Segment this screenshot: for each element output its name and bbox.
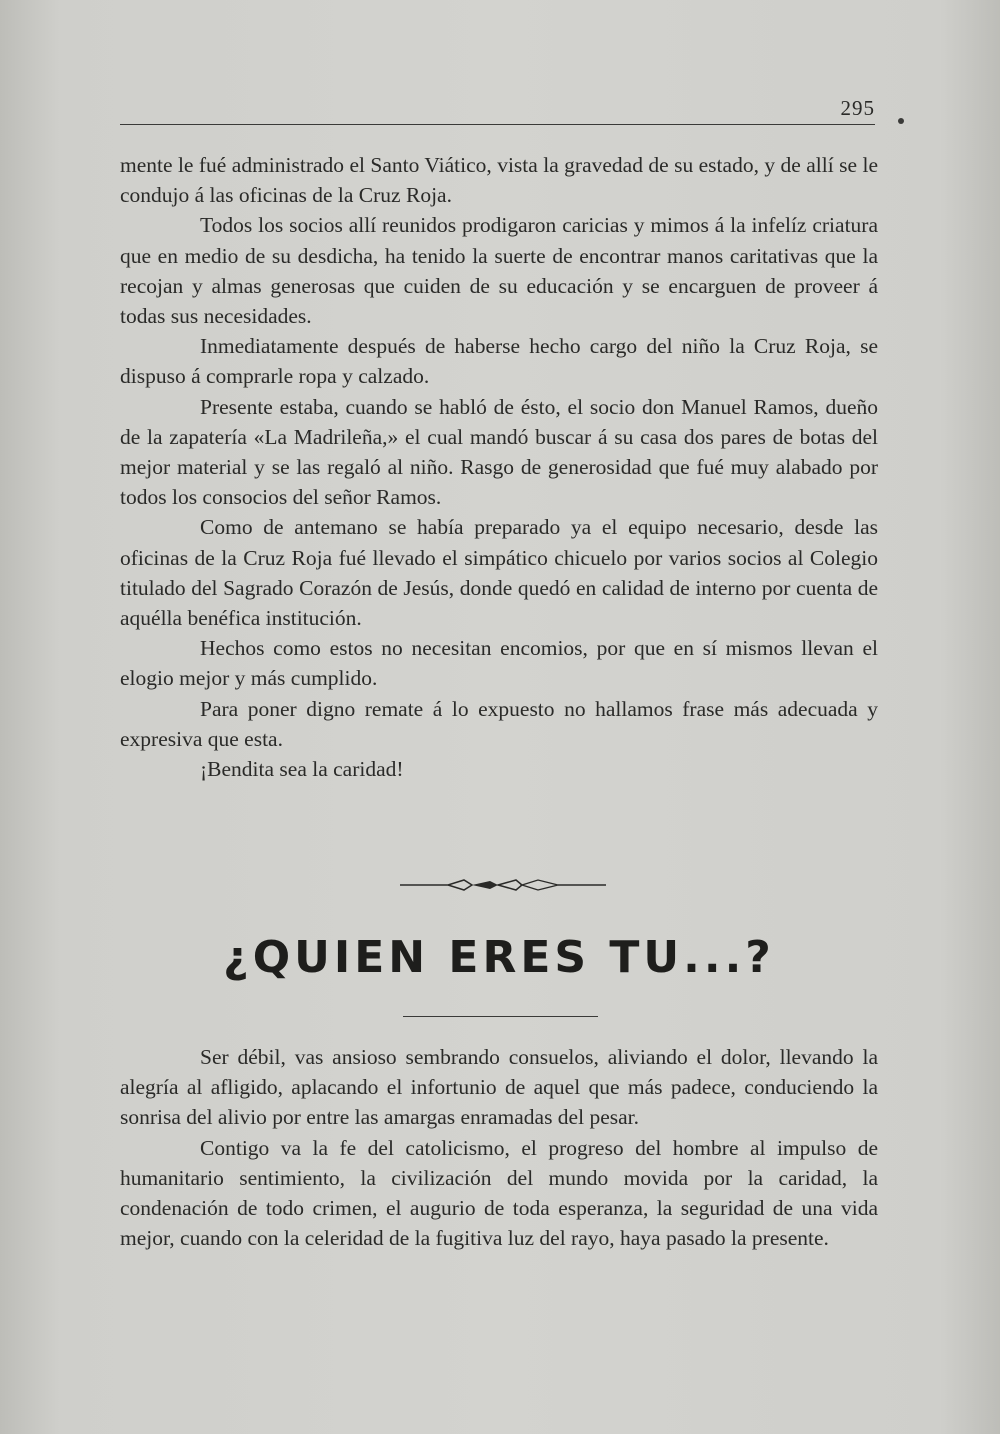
- paragraph: Para poner digno remate á lo expuesto no hallamos frase más adecuada y expresiva que esta.: [120, 696, 878, 751]
- paragraph: mente le fué administrado el Santo Viático, vista la gravedad de su estado, y de allí se le condujo á las oficinas de la Cruz Roja.: [120, 153, 878, 208]
- paragraph: Presente estaba, cuando se habló de ésto, el socio don Manuel Ramos, dueño de la zapatería «La Madrileña,» el cual mandó buscar á su casa dos pares de botas del mejor material y se las regaló al niño. Rasgo de generosidad que fué muy alabado por todos los consocios del señor Ramos.: [120, 394, 878, 510]
- paragraph: Contigo va la fe del catolicismo, el progreso del hombre al impulso de humanitario sentimiento, la civilización del mundo movida por la caridad, la condenación de todo crimen, el augurio de toda esperanza, la seguridad de una vida mejor, cuando con la celeridad de la fugitiva luz del rayo, haya pasado la presente.: [120, 1135, 878, 1251]
- article-body: [120, 1042, 878, 1253]
- section-ornament: [398, 874, 608, 896]
- page-number: 295: [840, 96, 875, 120]
- paragraph: Hechos como estos no necesitan encomios, por que en sí mismos llevan el elogio mejor y más cumplido.: [120, 636, 878, 691]
- paragraph: Ser débil, vas ansioso sembrando consuelos, aliviando el dolor, llevando la alegría al afligido, aplacando el infortunio de aquel que más padece, conduciendo la sonrisa del alivio por entre las amargas enramadas del pesar.: [120, 1045, 878, 1130]
- paragraph: ¡Bendita sea la caridad!: [200, 757, 404, 782]
- title-rule: [403, 1016, 598, 1017]
- paragraph: Inmediatamente después de haberse hecho cargo del niño la Cruz Roja, se dispuso á comprarle ropa y calzado.: [120, 334, 878, 389]
- header-rule: [120, 124, 875, 125]
- section-title: ¿QUIEN ERES TU...?: [223, 932, 775, 983]
- paragraph: Todos los socios allí reunidos prodigaron caricias y mimos á la infelíz criatura que en medio de su desdicha, ha tenido la suerte de encontrar manos caritativas que la recojan y almas generosas que cuiden de su educación y se encarguen de proveer á todas sus necesidades.: [120, 213, 878, 329]
- margin-mark: [898, 118, 904, 124]
- paragraph: Como de antemano se había preparado ya el equipo necesario, desde las oficinas de la Cruz Roja fué llevado el simpático chicuelo por varios socios al Colegio titulado del Sagrado Corazón de Jesús, donde quedó en calidad de interno por cuenta de aquélla benéfica institución.: [120, 515, 878, 631]
- article-continuation: [120, 150, 878, 784]
